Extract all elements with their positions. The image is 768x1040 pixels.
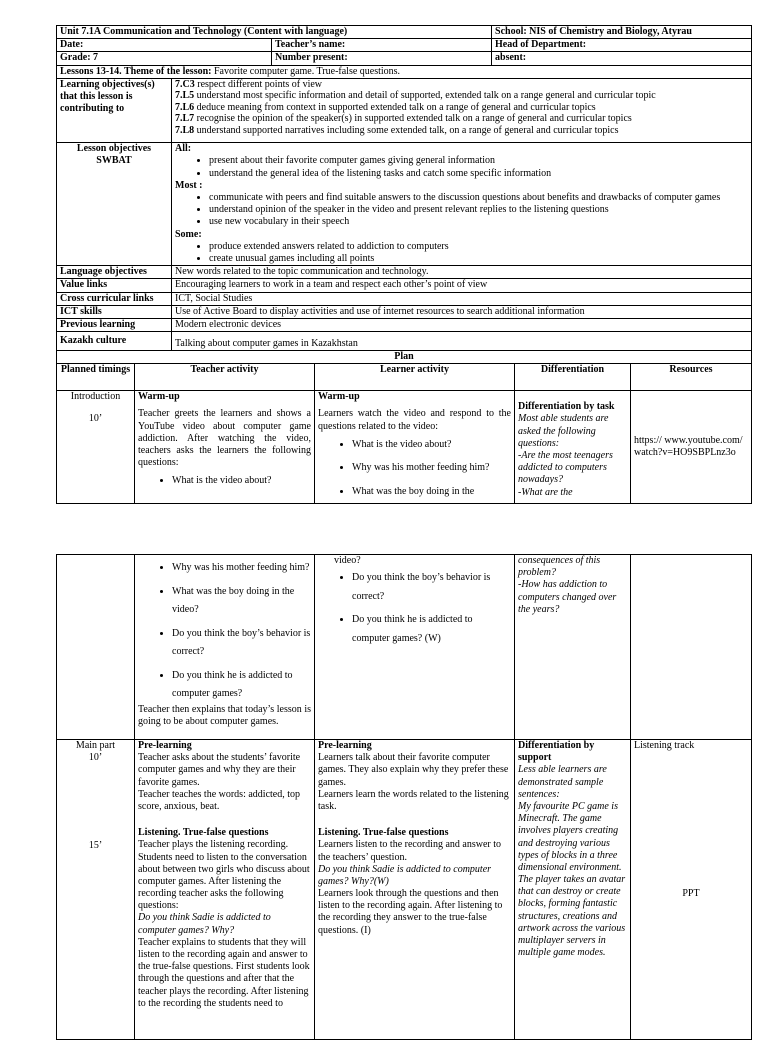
teacher-label: Teacher’s name: [272, 39, 492, 52]
main-timing: Main part 10’ 15’ [57, 740, 135, 1040]
date-label: Date: [57, 39, 272, 52]
row-label: Cross curricular links [57, 292, 172, 305]
page-2 [56, 554, 752, 1040]
plan-table [56, 350, 752, 504]
list-item: • Do you think the boy’s behavior is correct? [352, 569, 511, 606]
intro-resource-cont [631, 555, 752, 740]
row-value: Talking about computer games in Kazakhstan [172, 332, 752, 351]
list-item: • Do you think he is addicted to computer games? [172, 667, 311, 704]
list-item: • communicate with peers and find suitable answers to the discussion questions about benefits and drawbacks of computer games [209, 192, 748, 204]
intro-teacher: Warm-up Teacher greets the learners and shows a YouTube video about computer game addiction. After watching the video, teachers asks the learners the following questions: • What is the video about? [135, 391, 315, 504]
list-item: • What was the boy doing in the [352, 483, 511, 502]
row-label: Language objectives [57, 266, 172, 279]
lesson-theme-label: Lessons 13-14. Theme of the lesson: [60, 65, 212, 77]
swbat-content [172, 143, 752, 266]
intro-timing: Introduction 10’ [57, 391, 135, 504]
list-item: • create unusual games including all points [209, 253, 748, 265]
list-item: • understand the general idea of the listening tasks and catch some specific information [209, 168, 748, 180]
intro-differentiation: Differentiation by task Most able students are asked the following questions: -Are the most teenagers addicted to computers nowadays? -What are the [515, 391, 631, 504]
objective-item: 7.L5 understand most specific information and detail of supported, extended talk on a range general and curricular topic [175, 90, 656, 102]
intro-teacher-cont: • Why was his mother feeding him? • What was the boy doing in the video? • Do you think the boy’s behavior is correct? • Do you think he is addicted to computer games? Teacher then explains that today’s lesson is going to be about computer games. [135, 555, 315, 740]
lesson-theme [57, 65, 752, 78]
intro-learner-cont: video? • Do you think the boy’s behavior is correct? • Do you think he is addicted to computer games? (W) [315, 555, 515, 740]
grade-label: Grade: 7 [57, 52, 272, 65]
list-item: • What is the video about? [172, 475, 311, 487]
col-header-teacher: Teacher activity [135, 364, 315, 391]
lesson-theme-value: Favorite computer game. True-false questions. [213, 65, 401, 77]
list-item: • Why was his mother feeding him? [352, 459, 511, 478]
intro-differentiation-cont: consequences of this problem? -How has addiction to computers changed over the years? [515, 555, 631, 740]
row-label: Kazakh culture [57, 332, 172, 351]
objective-item: 7.L8 understand supported narratives including some extended talk, on a range of general and curricular topics [175, 124, 619, 136]
plan-title: Plan [57, 351, 752, 364]
col-header-timings: Planned timings [57, 364, 135, 391]
intro-learner: Warm-up Learners watch the video and respond to the questions related to the video: • What is the video about? • Why was his mother feeding him? • What was the boy doing in the [315, 391, 515, 504]
list-item: • use new vocabulary in their speech [209, 216, 748, 228]
main-differentiation: Differentiation by support Less able learners are demonstrated sample sentences: My favourite PC game is Minecraft. The game involves players creating and destroying various types of blocks in a three dimensional environment. The player takes an avatar that can destroy or create blocks, forming fantastic structures, creations and artwork across the various multiplayer servers in multiple game modes. [515, 740, 631, 1040]
list-item: • understand opinion of the speaker in the video and present relevant replies to the listening questions [209, 204, 748, 216]
row-value: Modern electronic devices [172, 318, 752, 331]
col-header-resources: Resources [631, 364, 752, 391]
objective-item: 7.L6 deduce meaning from context in supported extended talk on a range of general and curricular topics [175, 101, 596, 113]
row-label: ICT skills [57, 305, 172, 318]
main-learner: Pre-learning Learners talk about their favorite computer games. They also explain why they prefer these games. Learners learn the words related to the listening task. Listening. True-false questions Learners listen to the recording and answer to the teachers’ question. Do you think Sadie is addicted to computer games? Why?(W) Learners look through the questions and then listen to the recording again. After listening to the recording they answer to the true-false questions. (I) [315, 740, 515, 1040]
most-label: Most : [175, 179, 203, 191]
row-label: Previous learning [57, 318, 172, 331]
all-label: All: [175, 143, 192, 155]
header-table [56, 25, 752, 66]
absent-label: absent: [492, 52, 752, 65]
intro-timing-cont [57, 555, 135, 740]
list-item: • Do you think the boy’s behavior is correct? [172, 625, 311, 662]
list-item: • What is the video about? [352, 436, 511, 455]
lesson-info-table [56, 65, 752, 352]
row-label: Value links [57, 279, 172, 292]
main-resources: Listening track PPT [631, 740, 752, 1040]
list-item: • What was the boy doing in the video? [172, 583, 311, 620]
list-item: • present about their favorite computer games giving general information [209, 155, 748, 167]
some-label: Some: [175, 228, 202, 240]
list-item: • Do you think he is addicted to computer games? (W) [352, 611, 511, 648]
row-value: New words related to the topic communication and technology. [172, 266, 752, 279]
row-value: Encouraging learners to work in a team and respect each other’s point of view [172, 279, 752, 292]
objectives-label: Learning objectives(s) that this lesson is contributing to [57, 78, 172, 143]
school-name: School: NIS of Chemistry and Biology, Atyrau [492, 26, 752, 39]
objective-item: 7.C3 respect different points of view [175, 78, 323, 90]
objectives-list [172, 78, 752, 143]
objective-item: 7.L7 recognise the opinion of the speaker(s) in supported extended talk on a range of general and curricular topics [175, 113, 632, 125]
page-1 [56, 25, 752, 504]
swbat-label: Lesson objectives SWBAT [57, 143, 172, 266]
list-item: • produce extended answers related to addiction to computers [209, 241, 748, 253]
main-teacher: Pre-learning Teacher asks about the students’ favorite computer games and why they are their favorite games. Teacher teaches the words: addicted, top score, anxious, beat. Listening. True-false questions Teacher plays the listening recording. Students need to listen to the conversation about between two girls who discuss about computer games. After listening the recording teacher asks the following questions: Do you think Sadie is addicted to computer games? Why? Teacher explains to students that they will listen to the recording again and answer to the true-false questions. First students look through the questions and after that the teacher plays the recording. After listening to the recording the students need to [135, 740, 315, 1040]
row-value: Use of Active Board to display activities and use of internet resources to search additional information [172, 305, 752, 318]
number-present-label: Number present: [272, 52, 492, 65]
row-value: ICT, Social Studies [172, 292, 752, 305]
head-label: Head of Department: [492, 39, 752, 52]
col-header-learner: Learner activity [315, 364, 515, 391]
col-header-differentiation: Differentiation [515, 364, 631, 391]
plan-table-continued [56, 554, 752, 1040]
list-item: • Why was his mother feeding him? [172, 559, 311, 578]
intro-resource-link[interactable]: https:// www.youtube.com/ watch?v=HO9SBPLnz3o [631, 391, 752, 504]
unit-title: Unit 7.1A Communication and Technology (Content with language) [57, 26, 492, 39]
